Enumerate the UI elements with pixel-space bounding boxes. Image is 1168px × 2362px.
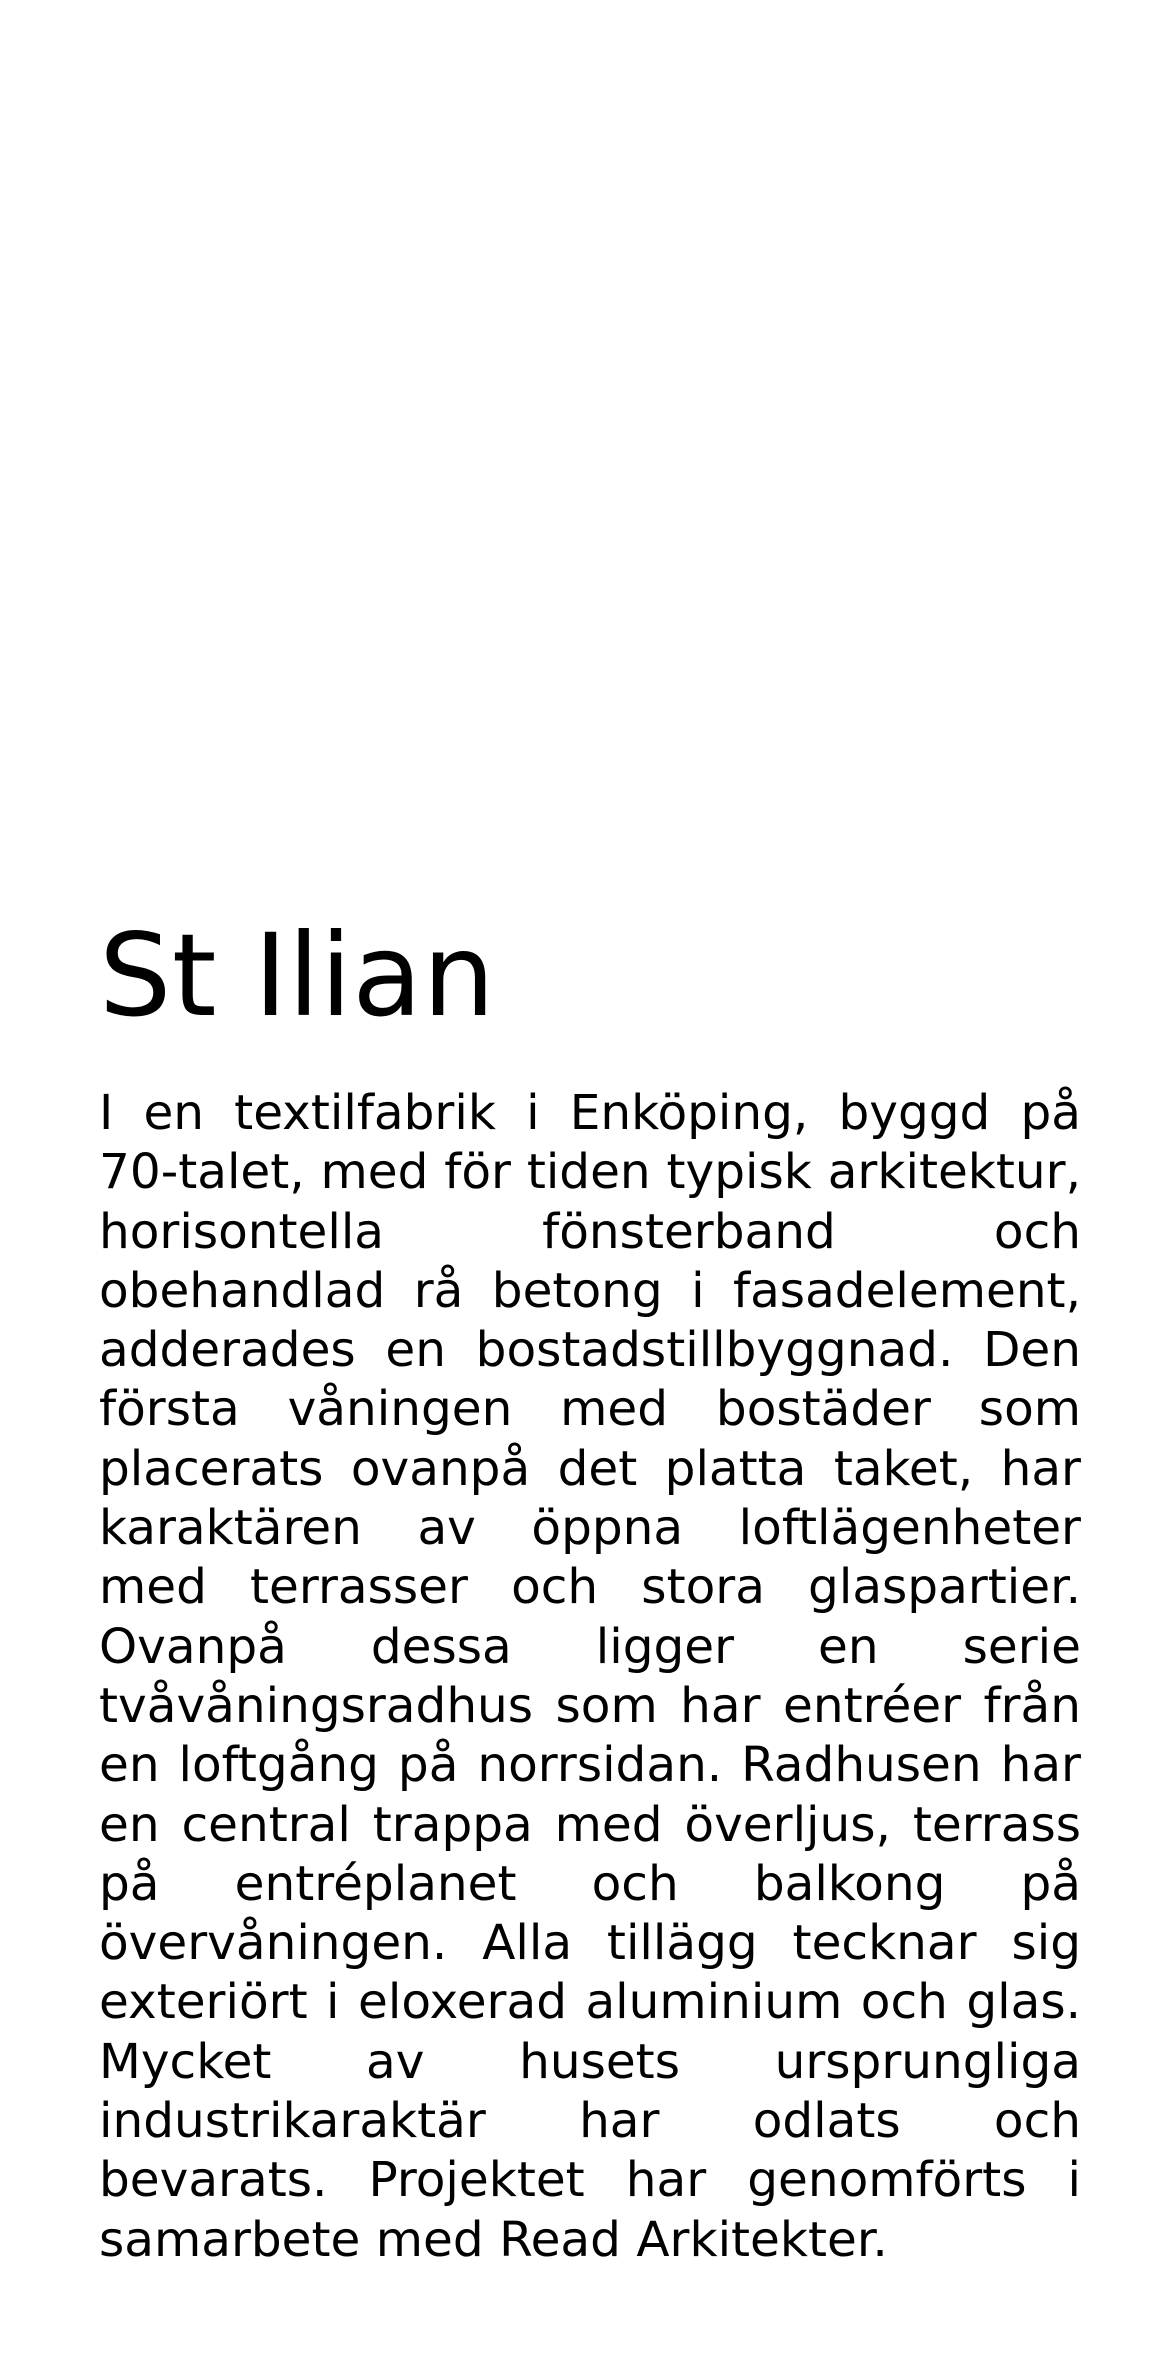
project-content: [99, 908, 1081, 2270]
page-title: St Ilian: [99, 909, 496, 1042]
project-description: I en textilfabrik i Enköping, byggd på 70-talet, med för tiden typisk arkitektur, horisontella fönsterband och obehandlad rå betong i fasadelement, adderades en bostadstillbyggnad. Den första våningen med bostäder som placerats ovanpå det platta taket, har karaktären av öppna loftlägenheter med terrasser och stora glaspartier. Ovanpå dessa ligger en serie tvåvåningsradhus som har entréer från en loftgång på norrsidan. Radhusen har en central trappa med överljus, terrass på entréplanet och balkong på övervåningen. Alla tillägg tecknar sig exteriört i eloxerad aluminium och glas. Mycket av husets ursprungliga industrikaraktär har odlats och bevarats. Projektet har genomförts i samarbete med Read Arkitekter.: [99, 1085, 1081, 2268]
